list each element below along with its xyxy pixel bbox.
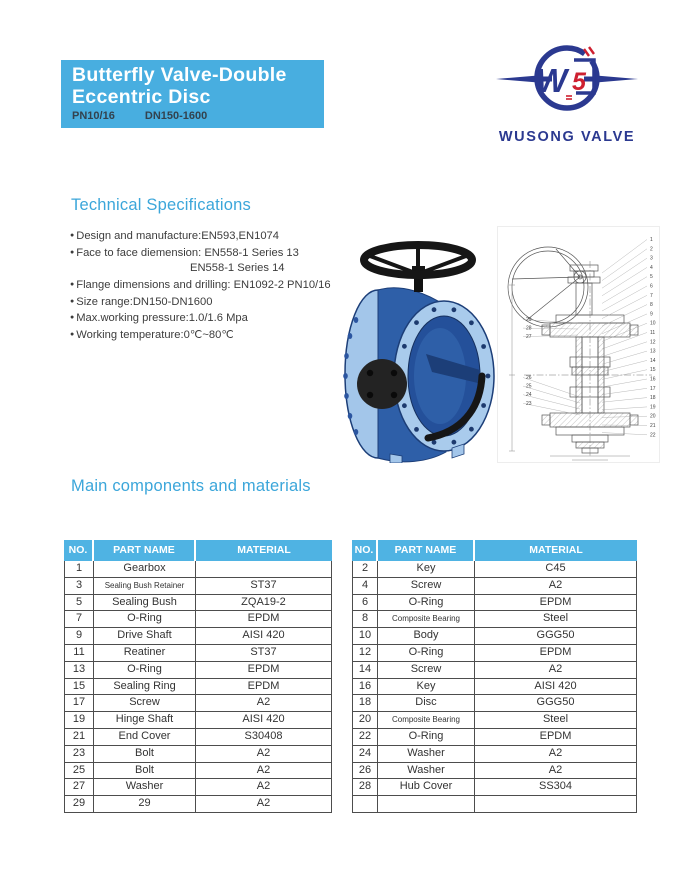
callout-number: 10: [650, 320, 656, 327]
bullet-icon: ●: [70, 281, 75, 288]
product-rating-line: [72, 110, 324, 122]
part-name-cell: Body: [378, 628, 475, 645]
part-number-cell: [352, 796, 378, 813]
table-header-row: [64, 540, 332, 561]
part-number-cell: 16: [352, 679, 378, 696]
table-row: [352, 578, 637, 595]
part-name-cell: O-Ring: [94, 662, 196, 679]
callout-number: 13: [650, 348, 656, 355]
part-number-cell: 13: [64, 662, 94, 679]
material-cell: ST37: [196, 645, 332, 662]
table-row: [352, 729, 637, 746]
spec-item: [70, 294, 345, 311]
components-table-right: [352, 540, 637, 813]
valve-section-drawing-icon: [498, 227, 659, 462]
components-table-left: [64, 540, 332, 813]
company-logo: [492, 34, 642, 145]
part-name-cell: End Cover: [94, 729, 196, 746]
part-name-cell: Screw: [378, 662, 475, 679]
column-header: PART NAME: [378, 540, 475, 561]
svg-text:5: 5: [572, 68, 586, 96]
callout-number: 12: [650, 339, 656, 346]
column-header: NO.: [352, 540, 378, 561]
part-number-cell: 15: [64, 679, 94, 696]
callout-leader-line: [602, 342, 647, 357]
material-cell: A2: [475, 662, 637, 679]
part-name-cell: Composite Bearing: [378, 712, 475, 729]
material-cell: AISI 420: [475, 679, 637, 696]
column-header: PART NAME: [94, 540, 196, 561]
table-row: [64, 645, 332, 662]
spec-text: Face to face diemension: EN558-1 Series 13: [76, 246, 299, 259]
part-name-cell: Bolt: [94, 763, 196, 780]
svg-text:W: W: [536, 62, 568, 99]
material-cell: A2: [475, 746, 637, 763]
callout-number: 21: [650, 423, 656, 429]
callout-number: 2: [650, 246, 653, 253]
part-number-cell: 26: [352, 763, 378, 780]
column-header: MATERIAL: [529, 544, 583, 556]
callout-number: 3: [650, 255, 653, 262]
spec-text: Design and manufacture:EN593,EN1074: [76, 230, 279, 242]
callout-number: 26: [526, 375, 532, 381]
callout-number: 15: [650, 367, 656, 374]
part-name-cell: O-Ring: [378, 595, 475, 612]
table-row: [352, 712, 637, 729]
spec-item: [70, 228, 345, 245]
table-row: [64, 796, 332, 813]
material-cell: EPDM: [196, 611, 332, 628]
bullet-icon: ●: [70, 297, 75, 305]
callout-number: 23: [526, 400, 532, 407]
spec-text: Size range:DN150-DN1600: [76, 295, 213, 308]
callout-number: 7: [650, 292, 653, 299]
callout-number: 29: [526, 317, 532, 323]
spec-item: [70, 277, 345, 294]
callout-leader-line: [602, 277, 647, 304]
material-cell: A2: [196, 746, 332, 763]
table-header-row: [352, 540, 637, 561]
callout-number: 9: [650, 311, 653, 318]
butterfly-valve-illustration-icon: [332, 226, 500, 463]
part-number-cell: 8: [352, 611, 378, 628]
material-cell: GGG50: [475, 628, 637, 645]
table-row: [352, 662, 637, 679]
part-number-cell: 3: [64, 578, 94, 595]
table-row: [64, 679, 332, 696]
part-number-cell: 19: [64, 712, 94, 729]
callout-number: 17: [650, 385, 656, 392]
spec-text: Working temperature:0℃~80℃: [76, 328, 234, 341]
callout-leader-line: [602, 398, 647, 403]
part-name-cell: Hub Cover: [378, 779, 475, 796]
table-row: [64, 779, 332, 796]
table-row: [352, 595, 637, 612]
part-number-cell: 7: [64, 611, 94, 628]
table-row: [352, 695, 637, 712]
table-row: [352, 779, 637, 796]
spec-text: Flange dimensions and drilling: EN1092-2 PN10/16: [76, 279, 331, 291]
logo-mark-icon: [492, 34, 642, 122]
brand-name: WUSONG VALVE: [498, 129, 636, 145]
table-row: [64, 662, 332, 679]
material-cell: [475, 796, 637, 813]
material-cell: EPDM: [196, 662, 332, 679]
product-title-line2: Eccentric Disc: [72, 85, 211, 108]
table-row: [64, 628, 332, 645]
callout-number: 6: [650, 283, 653, 290]
part-name-cell: O-Ring: [378, 645, 475, 662]
part-name-cell: Washer: [378, 763, 475, 780]
table-row: [64, 578, 332, 595]
table-row: [352, 645, 637, 662]
material-cell: A2: [475, 763, 637, 780]
title-banner: [61, 60, 324, 128]
table-row: [352, 796, 637, 813]
table-row: [64, 611, 332, 628]
table-row: [64, 729, 332, 746]
table-row: [352, 561, 637, 578]
spec-text-continued: EN558-1 Series 14: [190, 262, 285, 274]
part-number-cell: 29: [64, 796, 94, 813]
material-cell: Steel: [475, 611, 637, 628]
pressure-rating: PN10/16: [72, 110, 115, 122]
part-name-cell: Bolt: [94, 746, 196, 763]
part-name-cell: Gearbox: [94, 561, 196, 578]
part-name-cell: O-Ring: [378, 729, 475, 746]
part-number-cell: 4: [352, 578, 378, 595]
size-range: DN150-1600: [144, 110, 208, 122]
part-name-cell: Washer: [94, 779, 196, 796]
material-cell: A2: [196, 796, 332, 813]
part-name-cell: Hinge Shaft: [94, 712, 196, 729]
callout-leader-line: [602, 370, 647, 380]
callout-leader-line: [602, 379, 647, 387]
callout-leader-line: [602, 249, 647, 281]
part-name-cell: 29: [94, 796, 196, 813]
components-tables: [64, 540, 637, 813]
part-number-cell: 22: [352, 729, 378, 746]
part-name-cell: Screw: [378, 578, 475, 595]
part-number-cell: 2: [352, 561, 378, 578]
table-row: [352, 611, 637, 628]
part-number-cell: 25: [64, 763, 94, 780]
material-cell: EPDM: [475, 729, 637, 746]
callout-leader-line: [602, 267, 647, 295]
callout-number: 20: [650, 413, 656, 420]
material-cell: A2: [196, 763, 332, 780]
part-name-cell: Composite Bearing: [378, 611, 475, 628]
callout-number: 25: [526, 383, 532, 390]
bullet-icon: ●: [70, 330, 75, 338]
callout-number: 19: [650, 404, 656, 411]
callout-leader-line: [602, 286, 647, 311]
part-number-cell: 14: [352, 662, 378, 679]
table-row: [64, 763, 332, 780]
callout-number: 28: [526, 325, 532, 332]
material-cell: S30408: [196, 729, 332, 746]
spec-item: [70, 327, 345, 344]
part-name-cell: Sealing Bush Retainer: [94, 578, 196, 595]
part-name-cell: Screw: [94, 695, 196, 712]
part-name-cell: Key: [378, 561, 475, 578]
spec-item: [70, 245, 345, 262]
part-name-cell: O-Ring: [94, 611, 196, 628]
part-number-cell: 12: [352, 645, 378, 662]
material-cell: EPDM: [196, 679, 332, 696]
part-name-cell: [378, 796, 475, 813]
material-cell: C45: [475, 561, 637, 578]
bullet-icon: ●: [70, 232, 75, 239]
callout-number: 11: [650, 330, 656, 336]
callout-number: 22: [650, 432, 656, 439]
callout-number: 8: [650, 302, 653, 309]
part-number-cell: 24: [352, 746, 378, 763]
part-number-cell: 11: [64, 645, 94, 662]
callout-leader-line: [602, 388, 647, 394]
valve-photo: [332, 226, 500, 463]
callout-leader-line: [602, 407, 647, 410]
column-header: NO.: [64, 540, 94, 561]
part-number-cell: 10: [352, 628, 378, 645]
table-row: [352, 628, 637, 645]
part-name-cell: Sealing Ring: [94, 679, 196, 696]
part-name-cell: Sealing Bush: [94, 595, 196, 612]
part-number-cell: 28: [352, 779, 378, 796]
callout-number: 14: [650, 357, 656, 364]
spec-text: Max.working pressure:1.0/1.6 Mpa: [76, 312, 248, 324]
callout-number: 4: [650, 264, 653, 271]
part-name-cell: Reatiner: [94, 645, 196, 662]
callout-number: 18: [650, 395, 656, 402]
callout-number: 24: [526, 392, 532, 399]
table-row: [64, 695, 332, 712]
callout-number: 5: [650, 274, 653, 281]
material-cell: A2: [196, 779, 332, 796]
part-number-cell: 9: [64, 628, 94, 645]
material-cell: AISI 420: [196, 712, 332, 729]
part-name-cell: Key: [378, 679, 475, 696]
part-number-cell: 17: [64, 695, 94, 712]
material-cell: SS304: [475, 779, 637, 796]
part-name-cell: Disc: [378, 695, 475, 712]
part-number-cell: 23: [64, 746, 94, 763]
product-title-line1: Butterfly Valve-Double: [72, 64, 287, 86]
table-row: [352, 679, 637, 696]
material-cell: A2: [475, 578, 637, 595]
main-components-heading: Main components and materials: [71, 477, 311, 495]
table-row: [64, 595, 332, 612]
part-number-cell: 6: [352, 595, 378, 612]
callout-number: 16: [650, 376, 656, 383]
part-name-cell: Washer: [378, 746, 475, 763]
callout-leader-line: [602, 295, 647, 318]
part-name-cell: Drive Shaft: [94, 628, 196, 645]
callout-number: 1: [650, 237, 653, 243]
part-number-cell: 18: [352, 695, 378, 712]
part-number-cell: 20: [352, 712, 378, 729]
table-row: [64, 746, 332, 763]
table-row: [64, 561, 332, 578]
part-number-cell: 27: [64, 779, 94, 796]
material-cell: EPDM: [475, 595, 637, 612]
table-row: [352, 746, 637, 763]
material-cell: ZQA19-2: [196, 595, 332, 612]
part-number-cell: 1: [64, 561, 94, 578]
material-cell: EPDM: [475, 645, 637, 662]
material-cell: [196, 561, 332, 578]
technical-specifications-heading: Technical Specifications: [71, 196, 251, 214]
part-number-cell: 5: [64, 595, 94, 612]
material-cell: AISI 420: [196, 628, 332, 645]
material-cell: A2: [196, 695, 332, 712]
material-cell: GGG50: [475, 695, 637, 712]
column-header: MATERIAL: [237, 544, 291, 556]
part-number-cell: 21: [64, 729, 94, 746]
callout-leader-line: [602, 240, 647, 274]
spec-list: [70, 228, 345, 343]
callout-leader-line: [602, 433, 647, 435]
material-cell: ST37: [196, 578, 332, 595]
callout-leader-line: [602, 258, 647, 288]
bullet-icon: ●: [70, 248, 75, 256]
callout-number: 27: [526, 334, 532, 341]
material-cell: Steel: [475, 712, 637, 729]
spec-item: [70, 310, 345, 327]
table-row: [352, 763, 637, 780]
table-row: [64, 712, 332, 729]
valve-technical-drawing: [497, 226, 660, 463]
bullet-icon: ●: [70, 314, 75, 321]
